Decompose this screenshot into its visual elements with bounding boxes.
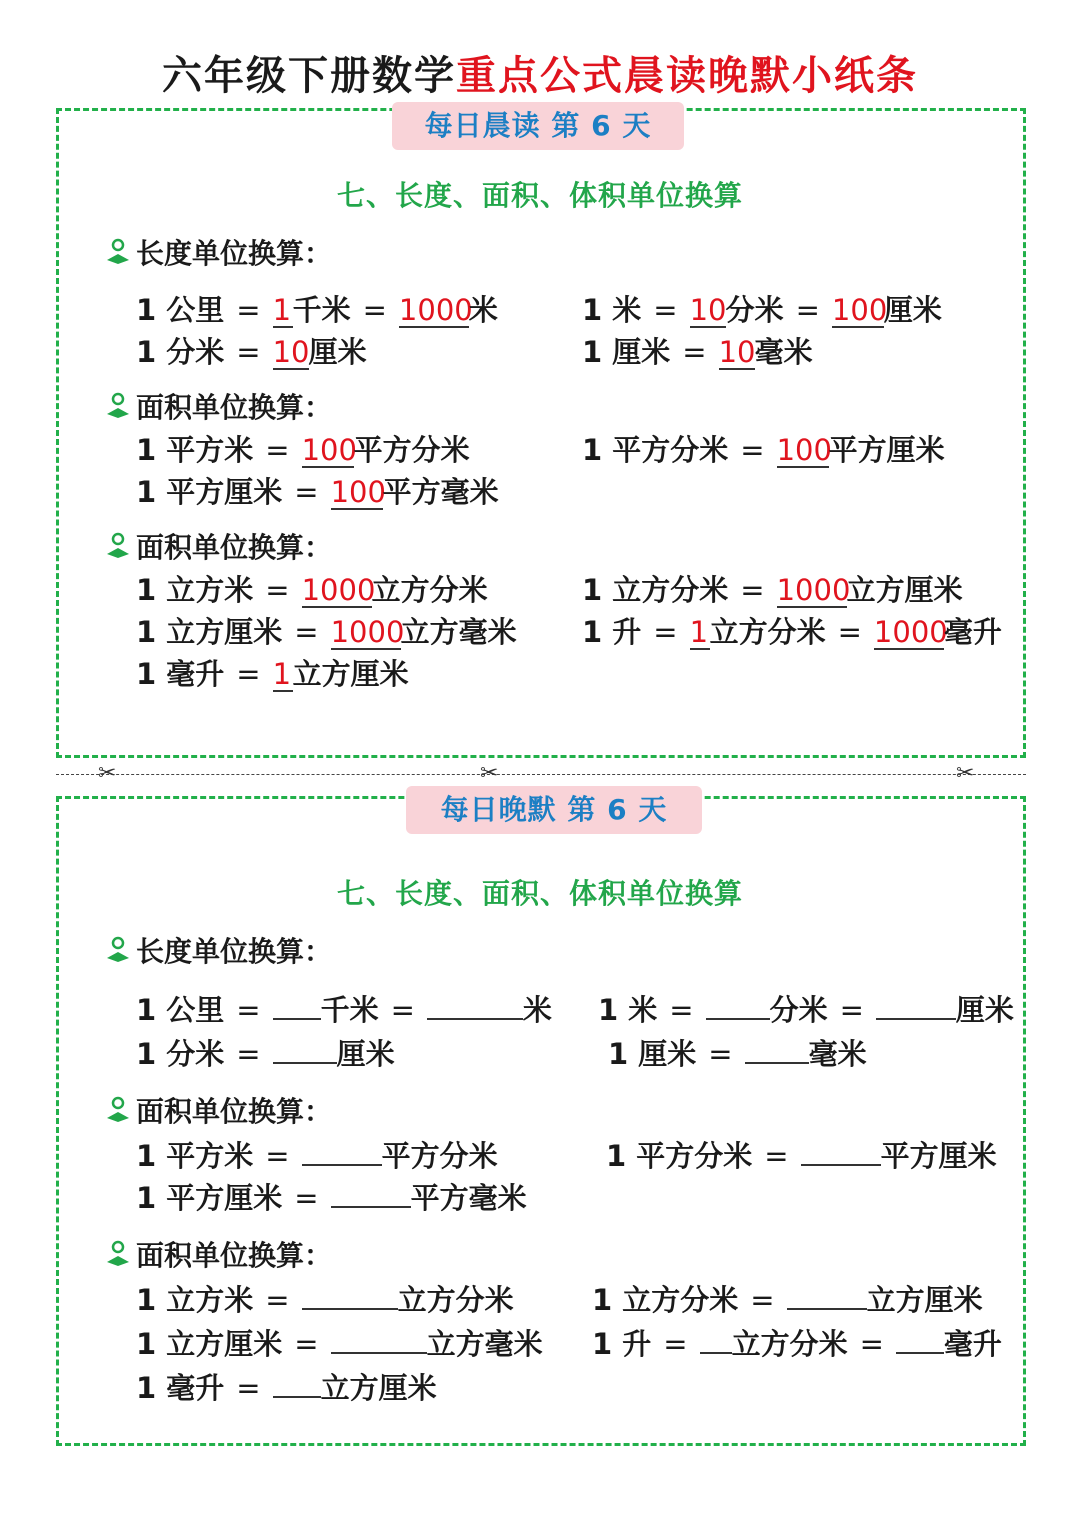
morning-volume-line-5: 1 毫升 = 1立方厘米	[136, 657, 409, 691]
morning-volume-line-2: 1 立方分米 = 1000立方厘米	[582, 573, 963, 607]
morning-area-line-1: 1 平方米 = 100平方分米	[136, 433, 470, 467]
morning-volume-line-4: 1 升 = 1立方分米 = 1000毫升	[582, 615, 1002, 649]
morning-area-line-3: 1 平方厘米 = 100平方毫米	[136, 475, 499, 509]
scissors-icon: ✂	[98, 761, 117, 786]
evening-area-line-1: 1 平方米 = 平方分米	[136, 1134, 498, 1175]
title-red: 重点公式晨读晚默小纸条	[456, 53, 918, 99]
morning-heading-area: 面积单位换算：	[104, 386, 332, 426]
title-black: 六年级下册数学	[162, 53, 456, 99]
morning-length-line-4: 1 厘米 = 10毫米	[582, 335, 813, 369]
morning-volume-line-3: 1 立方厘米 = 1000立方毫米	[136, 615, 517, 649]
evening-length-line-1: 1 公里 = 千米 = 米	[136, 988, 552, 1029]
morning-section-title: 七、长度、面积、体积单位换算	[336, 179, 743, 212]
evening-badge: 每日晚默 第 6 天	[406, 786, 702, 834]
scissors-icon: ✂	[956, 761, 975, 786]
morning-volume-line-1: 1 立方米 = 1000立方分米	[136, 573, 488, 607]
morning-badge: 每日晨读 第 6 天	[392, 102, 684, 150]
evening-length-line-4: 1 厘米 = 毫米	[608, 1032, 867, 1073]
person-book-icon	[104, 936, 132, 964]
evening-heading-volume: 面积单位换算：	[104, 1234, 332, 1274]
evening-volume-line-2: 1 立方分米 = 立方厘米	[592, 1278, 983, 1319]
evening-volume-line-4: 1 升 = 立方分米 = 毫升	[592, 1322, 1002, 1363]
morning-heading-volume: 面积单位换算：	[104, 526, 332, 566]
evening-volume-line-1: 1 立方米 = 立方分米	[136, 1278, 514, 1319]
evening-section-title: 七、长度、面积、体积单位换算	[336, 877, 743, 910]
cut-line	[56, 774, 1026, 775]
person-book-icon	[104, 392, 132, 420]
evening-volume-line-3: 1 立方厘米 = 立方毫米	[136, 1322, 543, 1363]
person-book-icon	[104, 1096, 132, 1124]
person-book-icon	[104, 1240, 132, 1268]
evening-heading-length: 长度单位换算：	[104, 930, 332, 970]
morning-length-line-3: 1 分米 = 10厘米	[136, 335, 367, 369]
evening-length-line-2: 1 米 = 分米 = 厘米	[598, 988, 1014, 1029]
evening-volume-line-5: 1 毫升 = 立方厘米	[136, 1366, 437, 1407]
morning-area-line-2: 1 平方分米 = 100平方厘米	[582, 433, 945, 467]
page-title	[0, 44, 1080, 101]
evening-length-line-3: 1 分米 = 厘米	[136, 1032, 395, 1073]
morning-length-line-1: 1 公里 = 1千米 = 1000米	[136, 293, 498, 327]
evening-area-line-2: 1 平方分米 = 平方厘米	[606, 1134, 997, 1175]
morning-length-line-2: 1 米 = 10分米 = 100厘米	[582, 293, 942, 327]
person-book-icon	[104, 532, 132, 560]
scissors-icon: ✂	[480, 761, 499, 786]
person-book-icon	[104, 238, 132, 266]
evening-heading-area: 面积单位换算：	[104, 1090, 332, 1130]
morning-heading-length: 长度单位换算：	[104, 232, 332, 272]
evening-area-line-3: 1 平方厘米 = 平方毫米	[136, 1176, 527, 1217]
